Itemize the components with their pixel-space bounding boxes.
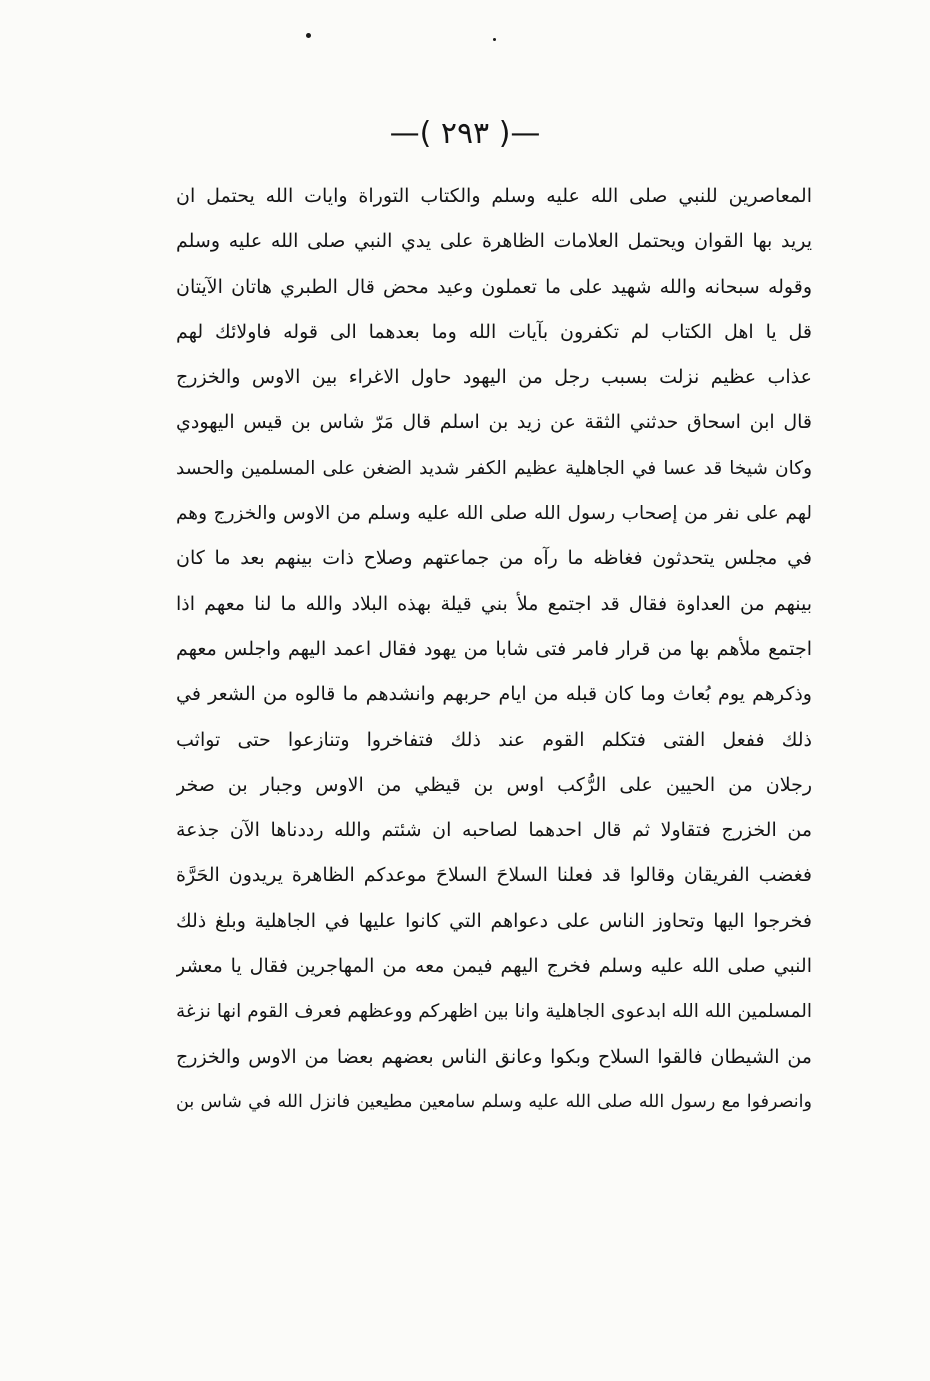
- text-line: النبي صلى الله عليه وسلم فخرج اليهم فيمن معه من المهاجرين فقال يا معشر: [176, 955, 812, 978]
- ink-speck: [306, 33, 311, 38]
- page-number: —( ٢٩٣ )—: [389, 116, 541, 151]
- text-line: المسلمين الله الله ابدعوى الجاهلية وانا بين اظهركم ووعظهم فعرف القوم انها نزغة: [176, 1001, 812, 1023]
- text-line: اجتمع ملأهم بها من قرار فامر فتى شابا من يهود فقال اعمد اليهم واجلس معهم: [176, 637, 812, 660]
- text-line: لهم على نفر من إصحاب رسول الله صلى الله عليه وسلم من الاوس والخزرج وهم: [176, 503, 812, 525]
- text-line: قل يا اهل الكتاب لم تكفرون بآيات الله وما بعدهما الى قوله فاولائك لهم: [176, 320, 812, 343]
- text-line: وقوله سبحانه والله شهيد على ما تعملون وعيد محض قال الطبري هاتان الآيتان: [176, 275, 812, 298]
- text-line: وذكرهم يوم بُعاث وما كان قبله من ايام حربهم وانشدهم ما قالوه من الشعر في: [176, 683, 812, 706]
- text-line: ذلك ففعل الفتى فتكلم القوم عند ذلك فتفاخروا وتنازعوا حتى تواثب: [176, 728, 812, 751]
- text-line: وكان شيخا قد عسا في الجاهلية عظيم الكفر شديد الضغن على المسلمين والحسد: [176, 457, 812, 479]
- text-line: المعاصرين للنبي صلى الله عليه وسلم والكتاب التوراة وايات الله يحتمل ان: [176, 185, 812, 207]
- text-line: بينهم من العداوة فقال قد اجتمع ملأ بني قيلة بهذه البلاد والله ما لنا معهم اذا: [176, 592, 812, 615]
- body-text: [176, 174, 812, 1125]
- text-line: من الخزرج فتقاولا ثم قال احدهما لصاحبه ان شئتم والله رددناها الآن جذعة: [176, 819, 812, 842]
- text-line: رجلان من الحيين على الرُّكب اوس بن قيظي من الاوس وجبار بن صخر: [176, 773, 812, 796]
- text-line: من الشيطان فالقوا السلاح وبكوا وعانق الناس بعضهم بعضا من الاوس والخزرج: [176, 1045, 812, 1068]
- text-line: وانصرفوا مع رسول الله صلى الله عليه وسلم سامعين مطيعين فانزل الله في شاس بن: [176, 1091, 812, 1112]
- text-line: يريد بها القوان ويحتمل العلامات الظاهرة على يدي النبي صلى الله عليه وسلم: [176, 230, 812, 253]
- text-line: قال ابن اسحاق حدثني الثقة عن زيد بن اسلم قال مَرّ شاس بن قيس اليهودي: [176, 411, 812, 434]
- ink-speck: [493, 38, 496, 41]
- text-line: عذاب عظيم نزلت بسبب رجل من اليهود حاول الاغراء بين الاوس والخزرج: [176, 366, 812, 389]
- text-line: فخرجوا اليها وتحاوز الناس على دعواهم التي كانوا عليها في الجاهلية وبلغ ذلك: [176, 909, 812, 932]
- text-line: فغضب الفريقان وقالوا قد فعلنا السلاحَ السلاحَ موعدكم الظاهرة يريدون الحَرَّة: [176, 864, 812, 887]
- text-line: في مجلس يتحدثون فغاظه ما رآه من جماعتهم وصلاح ذات بينهم بعد ما كان: [176, 547, 812, 570]
